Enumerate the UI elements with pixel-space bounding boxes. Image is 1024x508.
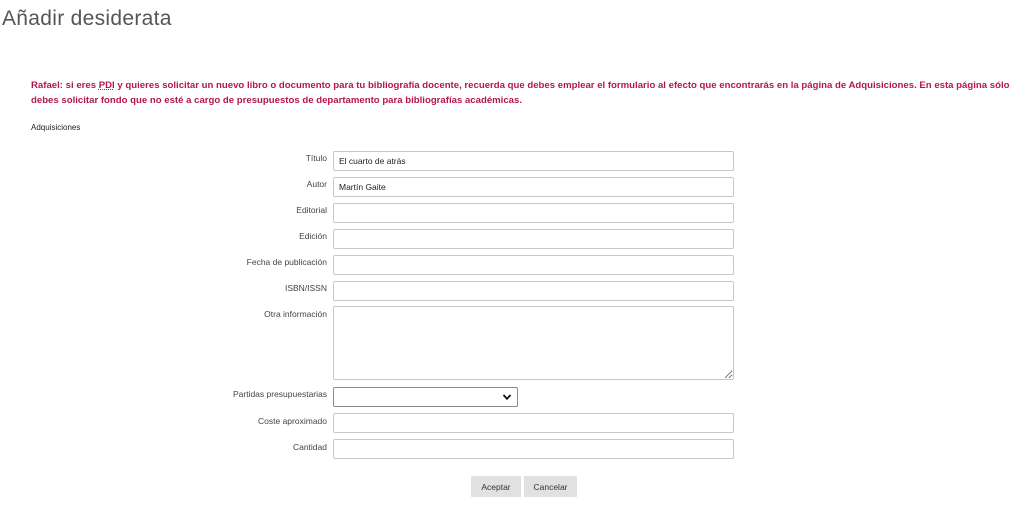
isbn-issn-label: ISBN/ISSN bbox=[284, 283, 327, 293]
cancelar-button[interactable]: Cancelar bbox=[524, 476, 577, 497]
pdi-notice bbox=[31, 79, 1021, 108]
otra-informacion-label: Otra información bbox=[264, 309, 327, 319]
coste-aproximado-label: Coste aproximado bbox=[258, 416, 327, 426]
notice-suffix: . En esta página sólo debes solicitar fondo que no esté a cargo de presupuestos de departamento para bibliografías académicas. bbox=[31, 80, 1010, 106]
edicion-label: Edición bbox=[299, 231, 327, 241]
editorial-input[interactable] bbox=[333, 203, 734, 223]
fecha-publicacion-label: Fecha de publicación bbox=[246, 257, 327, 267]
partidas-presupuestarias-label: Partidas presupuestarias bbox=[232, 389, 327, 399]
notice-prefix: Rafael: si eres bbox=[31, 80, 99, 91]
edicion-input[interactable] bbox=[333, 229, 734, 249]
cantidad-label: Cantidad bbox=[292, 442, 327, 452]
adquisiciones-link[interactable]: Adquisiciones bbox=[31, 123, 81, 132]
cantidad-input[interactable] bbox=[333, 439, 734, 459]
partidas-presupuestarias-select[interactable] bbox=[333, 387, 518, 407]
coste-aproximado-input[interactable] bbox=[333, 413, 734, 433]
editorial-label: Editorial bbox=[296, 205, 327, 215]
isbn-issn-input[interactable] bbox=[333, 281, 734, 301]
titulo-label: Título bbox=[305, 153, 327, 163]
autor-input[interactable] bbox=[333, 177, 734, 197]
aceptar-button[interactable]: Aceptar bbox=[471, 476, 521, 497]
notice-middle: y quieres solicitar un nuevo libro o documento para tu bibliografía docente, recuerda que debes emplear el formulario al efecto que encontrarás en la página de bbox=[114, 80, 849, 91]
notice-link-adquisiciones: Adquisiciones bbox=[848, 80, 915, 91]
fecha-publicacion-input[interactable] bbox=[333, 255, 734, 275]
chevron-down-icon bbox=[502, 392, 512, 402]
otra-informacion-textarea[interactable] bbox=[333, 306, 734, 380]
autor-label: Autor bbox=[306, 179, 327, 189]
page-title: Añadir desiderata bbox=[2, 7, 172, 30]
titulo-input[interactable] bbox=[333, 151, 734, 171]
notice-pdi-abbr: PDI bbox=[98, 80, 115, 91]
